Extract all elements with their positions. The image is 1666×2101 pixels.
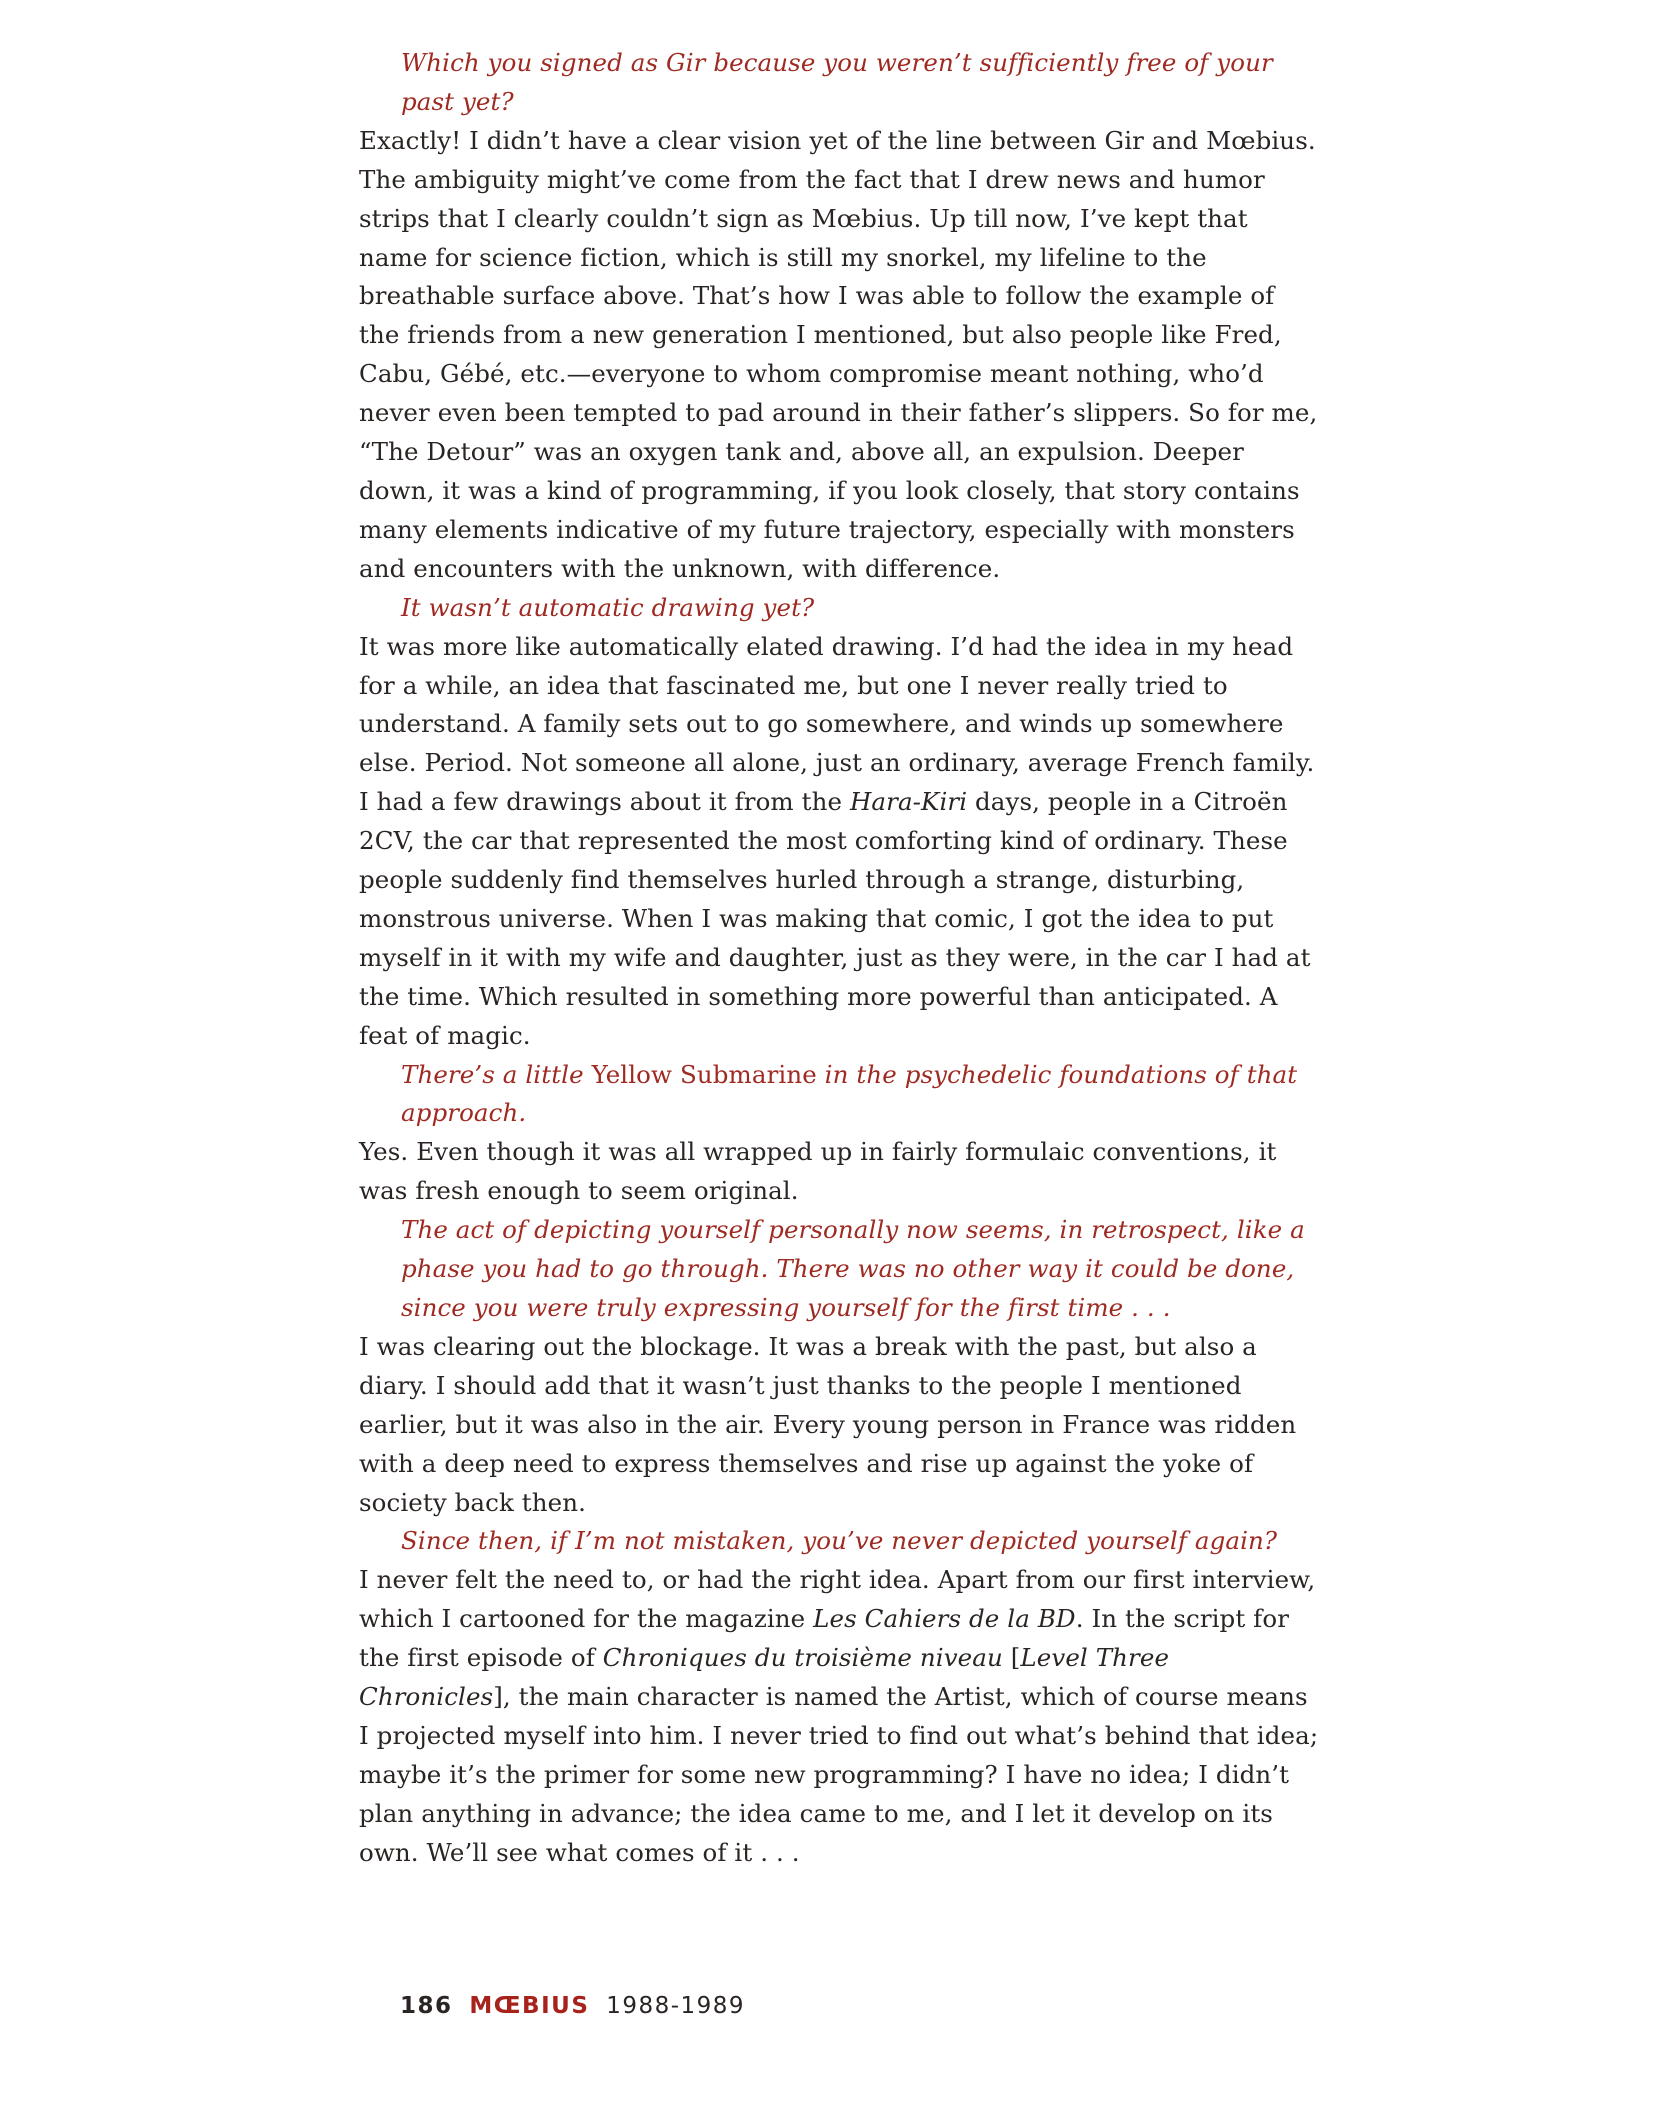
answer-text: ], the main character is named the Artist, which of course means I projected myself into him. I never tried to find out what’s behind that idea; maybe it’s the primer for some new programming? I have no idea; I didn’t plan anything in advance; the idea came to me, and I let it develop on its own. We’ll see what comes of it . . . (359, 1682, 1319, 1867)
magazine-title: Les Cahiers de la BD (813, 1604, 1076, 1634)
comic-title: Chroniques du troisième niveau (602, 1643, 1003, 1673)
answer-text: [ (1002, 1643, 1021, 1673)
page-number: 186 (400, 1993, 453, 2019)
question: It wasn’t automatic drawing yet? (401, 592, 815, 622)
answer-text: . In the script for the first episode of (359, 1604, 1290, 1673)
question (359, 1056, 1319, 1134)
question-text: There’s a little (401, 1059, 592, 1089)
answer-text: days, people in a Citroën 2CV, the car that represented the most comforting kind of ordinary. These people suddenly find themselves hurled through a strange, disturbing, monstrous universe. When I was making that comic, I got the idea to put myself in it with my wife and daughter, just as they were, in the car I had at the time. Which resulted in something more powerful than anticipated. A feat of magic. (359, 787, 1311, 1050)
publication-title: Hara-Kiri (849, 787, 968, 817)
answer: Yes. Even though it was all wrapped up in fairly formulaic conventions, it was fresh enough to seem original. (359, 1137, 1277, 1206)
interview-text (359, 44, 1319, 1873)
answer: I was clearing out the blockage. It was a break with the past, but also a diary. I should add that it wasn’t just thanks to the people I mentioned earlier, but it was also in the air. Every young person in France was ridden with a deep need to express themselves and rise up against the yoke of society back then. (359, 1331, 1297, 1517)
question: The act of depicting yourself personally now seems, in retrospect, like a phase you had to go through. There was no other way it could be done, since you were truly expressing yourself for the first time . . . (401, 1215, 1305, 1322)
answer (359, 628, 1319, 1056)
answer-text: It was more like automatically elated drawing. I’d had the idea in my head for a while, an idea that fascinated me, but one I never really tried to understand. A family sets out to go somewhere, and winds up somewhere else. Period. Not someone all alone, just an ordinary, average French family. I had a few drawings about it from the (359, 631, 1315, 817)
question: Which you signed as Gir because you weren’t sufficiently free of your past yet? (401, 48, 1273, 116)
answer-text: I never felt the need to, or had the right idea. Apart from our first interview, which I cartooned for the magazine (359, 1565, 1316, 1634)
comic-title-translation: Level Three Chronicles (359, 1643, 1170, 1712)
book-title: MŒBIUS (469, 1993, 590, 2019)
answer (359, 1561, 1319, 1872)
question: Since then, if I’m not mistaken, you’ve never depicted yourself again? (401, 1526, 1278, 1556)
chapter-years: 1988-1989 (606, 1993, 746, 2019)
question-text: in the psychedelic foundations of that approach. (401, 1059, 1298, 1128)
page-footer (400, 1993, 745, 2019)
answer: Exactly! I didn’t have a clear vision yet of the line between Gir and Mœbius. The ambiguity might’ve come from the fact that I drew news and humor strips that I clearly couldn’t sign as Mœbius. Up till now, I’ve kept that name for science fiction, which is still my snorkel, my lifeline to the breathable surface above. That’s how I was able to follow the example of the friends from a new generation I mentioned, but also people like Fred, Cabu, Gébé, etc.—everyone to whom compromise meant nothing, who’d never even been tempted to pad around in their father’s slippers. So for me, “The Detour” was an oxygen tank and, above all, an expulsion. Deeper down, it was a kind of programming, if you look closely, that story contains many elements indicative of my future trajectory, especially with monsters and encounters with the unknown, with difference. (359, 125, 1318, 583)
film-title: Yellow Submarine (591, 1059, 817, 1089)
